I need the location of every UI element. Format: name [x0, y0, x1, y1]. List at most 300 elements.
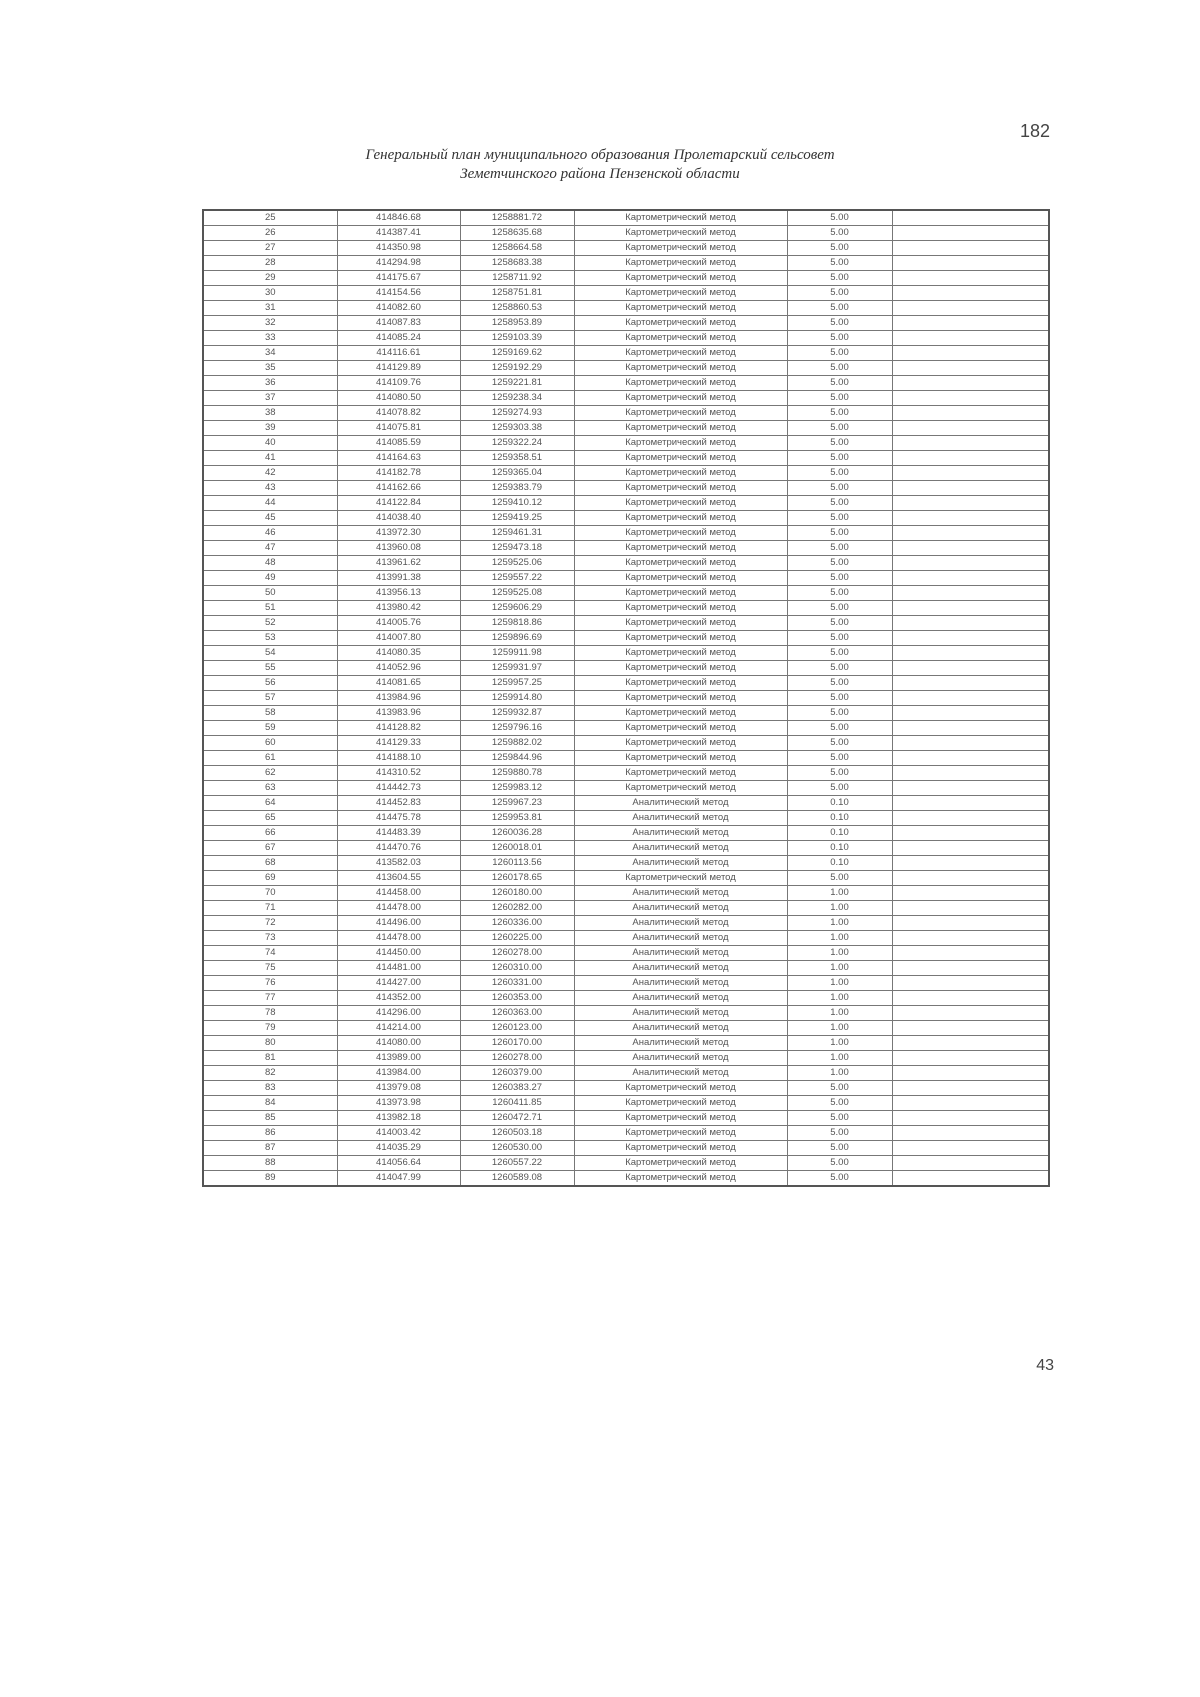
- accuracy-cell: 5.00: [787, 376, 892, 391]
- x-coordinate-cell: 414109.76: [337, 376, 460, 391]
- x-coordinate-cell: 414470.76: [337, 841, 460, 856]
- method-cell: Картометрический метод: [574, 421, 787, 436]
- method-cell: Картометрический метод: [574, 1081, 787, 1096]
- table-row: [203, 601, 1049, 616]
- accuracy-cell: 5.00: [787, 526, 892, 541]
- description-cell: [892, 241, 1049, 256]
- x-coordinate-cell: 414128.82: [337, 721, 460, 736]
- accuracy-cell: 5.00: [787, 316, 892, 331]
- y-coordinate-cell: 1259957.25: [460, 676, 574, 691]
- point-number-cell: 63: [203, 781, 337, 796]
- method-cell: Картометрический метод: [574, 286, 787, 301]
- description-cell: [892, 721, 1049, 736]
- coordinates-table: [202, 209, 1050, 1187]
- x-coordinate-cell: 414082.60: [337, 301, 460, 316]
- method-cell: Картометрический метод: [574, 721, 787, 736]
- table-row: [203, 226, 1049, 241]
- description-cell: [892, 946, 1049, 961]
- table-row: [203, 391, 1049, 406]
- accuracy-cell: 1.00: [787, 1066, 892, 1081]
- x-coordinate-cell: 413973.98: [337, 1096, 460, 1111]
- y-coordinate-cell: 1259473.18: [460, 541, 574, 556]
- point-number-cell: 46: [203, 526, 337, 541]
- point-number-cell: 53: [203, 631, 337, 646]
- method-cell: Картометрический метод: [574, 586, 787, 601]
- table-row: [203, 1081, 1049, 1096]
- accuracy-cell: 5.00: [787, 646, 892, 661]
- point-number-cell: 70: [203, 886, 337, 901]
- description-cell: [892, 556, 1049, 571]
- y-coordinate-cell: 1258635.68: [460, 226, 574, 241]
- point-number-cell: 39: [203, 421, 337, 436]
- description-cell: [892, 841, 1049, 856]
- method-cell: Картометрический метод: [574, 1171, 787, 1187]
- description-cell: [892, 526, 1049, 541]
- x-coordinate-cell: 414075.81: [337, 421, 460, 436]
- description-cell: [892, 210, 1049, 226]
- point-number-cell: 33: [203, 331, 337, 346]
- description-cell: [892, 481, 1049, 496]
- description-cell: [892, 661, 1049, 676]
- table-row: [203, 1021, 1049, 1036]
- x-coordinate-cell: 414475.78: [337, 811, 460, 826]
- point-number-cell: 61: [203, 751, 337, 766]
- x-coordinate-cell: 414214.00: [337, 1021, 460, 1036]
- document-title: [240, 146, 960, 184]
- description-cell: [892, 1006, 1049, 1021]
- y-coordinate-cell: 1260331.00: [460, 976, 574, 991]
- x-coordinate-cell: 413604.55: [337, 871, 460, 886]
- method-cell: Картометрический метод: [574, 751, 787, 766]
- y-coordinate-cell: 1259274.93: [460, 406, 574, 421]
- table-row: [203, 1051, 1049, 1066]
- description-cell: [892, 976, 1049, 991]
- description-cell: [892, 781, 1049, 796]
- method-cell: Аналитический метод: [574, 811, 787, 826]
- method-cell: Аналитический метод: [574, 976, 787, 991]
- x-coordinate-cell: 414005.76: [337, 616, 460, 631]
- point-number-cell: 68: [203, 856, 337, 871]
- y-coordinate-cell: 1260472.71: [460, 1111, 574, 1126]
- y-coordinate-cell: 1258751.81: [460, 286, 574, 301]
- x-coordinate-cell: 414481.00: [337, 961, 460, 976]
- accuracy-cell: 5.00: [787, 1141, 892, 1156]
- accuracy-cell: 5.00: [787, 631, 892, 646]
- accuracy-cell: 5.00: [787, 271, 892, 286]
- description-cell: [892, 751, 1049, 766]
- x-coordinate-cell: 414350.98: [337, 241, 460, 256]
- y-coordinate-cell: 1259818.86: [460, 616, 574, 631]
- method-cell: Картометрический метод: [574, 706, 787, 721]
- x-coordinate-cell: 413956.13: [337, 586, 460, 601]
- method-cell: Картометрический метод: [574, 376, 787, 391]
- y-coordinate-cell: 1259525.08: [460, 586, 574, 601]
- x-coordinate-cell: 414175.67: [337, 271, 460, 286]
- method-cell: Картометрический метод: [574, 481, 787, 496]
- y-coordinate-cell: 1259365.04: [460, 466, 574, 481]
- point-number-cell: 81: [203, 1051, 337, 1066]
- table-row: [203, 856, 1049, 871]
- method-cell: Картометрический метод: [574, 391, 787, 406]
- table-row: [203, 436, 1049, 451]
- description-cell: [892, 256, 1049, 271]
- description-cell: [892, 991, 1049, 1006]
- y-coordinate-cell: 1259796.16: [460, 721, 574, 736]
- table-row: [203, 781, 1049, 796]
- accuracy-cell: 5.00: [787, 436, 892, 451]
- method-cell: Картометрический метод: [574, 1111, 787, 1126]
- method-cell: Аналитический метод: [574, 1066, 787, 1081]
- description-cell: [892, 331, 1049, 346]
- accuracy-cell: 5.00: [787, 676, 892, 691]
- point-number-cell: 77: [203, 991, 337, 1006]
- page-number-bottom: 43: [1036, 1357, 1054, 1374]
- method-cell: Аналитический метод: [574, 901, 787, 916]
- y-coordinate-cell: 1260225.00: [460, 931, 574, 946]
- table-row: [203, 586, 1049, 601]
- y-coordinate-cell: 1259844.96: [460, 751, 574, 766]
- accuracy-cell: 5.00: [787, 691, 892, 706]
- method-cell: Картометрический метод: [574, 691, 787, 706]
- y-coordinate-cell: 1259461.31: [460, 526, 574, 541]
- x-coordinate-cell: 413961.62: [337, 556, 460, 571]
- method-cell: Картометрический метод: [574, 631, 787, 646]
- y-coordinate-cell: 1258664.58: [460, 241, 574, 256]
- table-row: [203, 886, 1049, 901]
- method-cell: Картометрический метод: [574, 511, 787, 526]
- method-cell: Картометрический метод: [574, 1126, 787, 1141]
- x-coordinate-cell: 413582.03: [337, 856, 460, 871]
- accuracy-cell: 1.00: [787, 976, 892, 991]
- y-coordinate-cell: 1260336.00: [460, 916, 574, 931]
- description-cell: [892, 1156, 1049, 1171]
- description-cell: [892, 1141, 1049, 1156]
- description-cell: [892, 406, 1049, 421]
- point-number-cell: 89: [203, 1171, 337, 1187]
- table-row: [203, 901, 1049, 916]
- description-cell: [892, 1051, 1049, 1066]
- accuracy-cell: 5.00: [787, 736, 892, 751]
- point-number-cell: 28: [203, 256, 337, 271]
- table-row: [203, 346, 1049, 361]
- accuracy-cell: 5.00: [787, 751, 892, 766]
- accuracy-cell: 5.00: [787, 451, 892, 466]
- x-coordinate-cell: 414080.00: [337, 1036, 460, 1051]
- table-row: [203, 210, 1049, 226]
- method-cell: Картометрический метод: [574, 676, 787, 691]
- x-coordinate-cell: 413984.00: [337, 1066, 460, 1081]
- method-cell: Картометрический метод: [574, 601, 787, 616]
- y-coordinate-cell: 1260018.01: [460, 841, 574, 856]
- y-coordinate-cell: 1260178.65: [460, 871, 574, 886]
- accuracy-cell: 5.00: [787, 781, 892, 796]
- point-number-cell: 84: [203, 1096, 337, 1111]
- accuracy-cell: 5.00: [787, 706, 892, 721]
- table-row: [203, 931, 1049, 946]
- accuracy-cell: 5.00: [787, 1081, 892, 1096]
- point-number-cell: 69: [203, 871, 337, 886]
- x-coordinate-cell: 414087.83: [337, 316, 460, 331]
- accuracy-cell: 5.00: [787, 496, 892, 511]
- description-cell: [892, 391, 1049, 406]
- x-coordinate-cell: 414056.64: [337, 1156, 460, 1171]
- table-row: [203, 721, 1049, 736]
- point-number-cell: 85: [203, 1111, 337, 1126]
- point-number-cell: 76: [203, 976, 337, 991]
- method-cell: Аналитический метод: [574, 1006, 787, 1021]
- accuracy-cell: 5.00: [787, 541, 892, 556]
- method-cell: Аналитический метод: [574, 841, 787, 856]
- y-coordinate-cell: 1259303.38: [460, 421, 574, 436]
- table-row: [203, 571, 1049, 586]
- x-coordinate-cell: 414007.80: [337, 631, 460, 646]
- method-cell: Картометрический метод: [574, 556, 787, 571]
- y-coordinate-cell: 1260113.56: [460, 856, 574, 871]
- description-cell: [892, 1126, 1049, 1141]
- y-coordinate-cell: 1259238.34: [460, 391, 574, 406]
- method-cell: Картометрический метод: [574, 241, 787, 256]
- y-coordinate-cell: 1258711.92: [460, 271, 574, 286]
- method-cell: Картометрический метод: [574, 571, 787, 586]
- point-number-cell: 40: [203, 436, 337, 451]
- accuracy-cell: 1.00: [787, 946, 892, 961]
- description-cell: [892, 1111, 1049, 1126]
- point-number-cell: 54: [203, 646, 337, 661]
- y-coordinate-cell: 1259322.24: [460, 436, 574, 451]
- accuracy-cell: 5.00: [787, 571, 892, 586]
- method-cell: Аналитический метод: [574, 961, 787, 976]
- y-coordinate-cell: 1260278.00: [460, 1051, 574, 1066]
- description-cell: [892, 691, 1049, 706]
- point-number-cell: 52: [203, 616, 337, 631]
- accuracy-cell: 1.00: [787, 961, 892, 976]
- point-number-cell: 60: [203, 736, 337, 751]
- y-coordinate-cell: 1259383.79: [460, 481, 574, 496]
- accuracy-cell: 5.00: [787, 601, 892, 616]
- x-coordinate-cell: 413979.08: [337, 1081, 460, 1096]
- title-line-1: Генеральный план муниципального образования Пролетарский сельсовет: [365, 147, 835, 163]
- method-cell: Картометрический метод: [574, 406, 787, 421]
- method-cell: Картометрический метод: [574, 781, 787, 796]
- x-coordinate-cell: 414116.61: [337, 346, 460, 361]
- method-cell: Аналитический метод: [574, 856, 787, 871]
- point-number-cell: 45: [203, 511, 337, 526]
- description-cell: [892, 871, 1049, 886]
- table-row: [203, 811, 1049, 826]
- accuracy-cell: 5.00: [787, 616, 892, 631]
- y-coordinate-cell: 1259880.78: [460, 766, 574, 781]
- table-row: [203, 526, 1049, 541]
- method-cell: Картометрический метод: [574, 256, 787, 271]
- method-cell: Картометрический метод: [574, 1141, 787, 1156]
- point-number-cell: 31: [203, 301, 337, 316]
- x-coordinate-cell: 413983.96: [337, 706, 460, 721]
- accuracy-cell: 1.00: [787, 1036, 892, 1051]
- table-row: [203, 331, 1049, 346]
- x-coordinate-cell: 413989.00: [337, 1051, 460, 1066]
- accuracy-cell: 5.00: [787, 210, 892, 226]
- description-cell: [892, 676, 1049, 691]
- point-number-cell: 78: [203, 1006, 337, 1021]
- description-cell: [892, 451, 1049, 466]
- point-number-cell: 82: [203, 1066, 337, 1081]
- accuracy-cell: 5.00: [787, 1156, 892, 1171]
- y-coordinate-cell: 1259221.81: [460, 376, 574, 391]
- description-cell: [892, 421, 1049, 436]
- accuracy-cell: 5.00: [787, 1096, 892, 1111]
- y-coordinate-cell: 1258683.38: [460, 256, 574, 271]
- description-cell: [892, 811, 1049, 826]
- table-row: [203, 961, 1049, 976]
- y-coordinate-cell: 1260278.00: [460, 946, 574, 961]
- point-number-cell: 74: [203, 946, 337, 961]
- y-coordinate-cell: 1259953.81: [460, 811, 574, 826]
- table-row: [203, 796, 1049, 811]
- method-cell: Картометрический метод: [574, 496, 787, 511]
- point-number-cell: 71: [203, 901, 337, 916]
- method-cell: Картометрический метод: [574, 661, 787, 676]
- description-cell: [892, 541, 1049, 556]
- y-coordinate-cell: 1259896.69: [460, 631, 574, 646]
- x-coordinate-cell: 414129.89: [337, 361, 460, 376]
- page-number-top: 182: [1019, 121, 1050, 141]
- description-cell: [892, 286, 1049, 301]
- y-coordinate-cell: 1259169.62: [460, 346, 574, 361]
- description-cell: [892, 601, 1049, 616]
- point-number-cell: 50: [203, 586, 337, 601]
- table-row: [203, 691, 1049, 706]
- x-coordinate-cell: 414427.00: [337, 976, 460, 991]
- table-row: [203, 1111, 1049, 1126]
- x-coordinate-cell: 413972.30: [337, 526, 460, 541]
- accuracy-cell: 5.00: [787, 346, 892, 361]
- accuracy-cell: 1.00: [787, 916, 892, 931]
- point-number-cell: 42: [203, 466, 337, 481]
- point-number-cell: 34: [203, 346, 337, 361]
- point-number-cell: 41: [203, 451, 337, 466]
- accuracy-cell: 1.00: [787, 886, 892, 901]
- table-row: [203, 1096, 1049, 1111]
- accuracy-cell: 1.00: [787, 901, 892, 916]
- x-coordinate-cell: 414496.00: [337, 916, 460, 931]
- y-coordinate-cell: 1260383.27: [460, 1081, 574, 1096]
- point-number-cell: 83: [203, 1081, 337, 1096]
- description-cell: [892, 736, 1049, 751]
- y-coordinate-cell: 1259914.80: [460, 691, 574, 706]
- x-coordinate-cell: 414154.56: [337, 286, 460, 301]
- table-row: [203, 616, 1049, 631]
- x-coordinate-cell: 414081.65: [337, 676, 460, 691]
- y-coordinate-cell: 1260363.00: [460, 1006, 574, 1021]
- point-number-cell: 38: [203, 406, 337, 421]
- accuracy-cell: 5.00: [787, 1126, 892, 1141]
- method-cell: Аналитический метод: [574, 931, 787, 946]
- method-cell: Аналитический метод: [574, 1051, 787, 1066]
- point-number-cell: 58: [203, 706, 337, 721]
- x-coordinate-cell: 414085.59: [337, 436, 460, 451]
- point-number-cell: 75: [203, 961, 337, 976]
- point-number-cell: 87: [203, 1141, 337, 1156]
- method-cell: Аналитический метод: [574, 826, 787, 841]
- x-coordinate-cell: 414478.00: [337, 931, 460, 946]
- table-row: [203, 766, 1049, 781]
- y-coordinate-cell: 1260180.00: [460, 886, 574, 901]
- method-cell: Картометрический метод: [574, 331, 787, 346]
- x-coordinate-cell: 414846.68: [337, 210, 460, 226]
- y-coordinate-cell: 1260282.00: [460, 901, 574, 916]
- method-cell: Картометрический метод: [574, 361, 787, 376]
- method-cell: Картометрический метод: [574, 436, 787, 451]
- y-coordinate-cell: 1259967.23: [460, 796, 574, 811]
- description-cell: [892, 361, 1049, 376]
- y-coordinate-cell: 1260170.00: [460, 1036, 574, 1051]
- point-number-cell: 37: [203, 391, 337, 406]
- point-number-cell: 26: [203, 226, 337, 241]
- coordinates-table-body: [203, 210, 1049, 1186]
- method-cell: Картометрический метод: [574, 316, 787, 331]
- table-row: [203, 991, 1049, 1006]
- table-row: [203, 736, 1049, 751]
- method-cell: Картометрический метод: [574, 1096, 787, 1111]
- accuracy-cell: 0.10: [787, 841, 892, 856]
- x-coordinate-cell: 413980.42: [337, 601, 460, 616]
- y-coordinate-cell: 1259103.39: [460, 331, 574, 346]
- y-coordinate-cell: 1259192.29: [460, 361, 574, 376]
- method-cell: Картометрический метод: [574, 646, 787, 661]
- accuracy-cell: 1.00: [787, 931, 892, 946]
- method-cell: Картометрический метод: [574, 541, 787, 556]
- description-cell: [892, 226, 1049, 241]
- accuracy-cell: 5.00: [787, 241, 892, 256]
- table-row: [203, 976, 1049, 991]
- method-cell: Аналитический метод: [574, 946, 787, 961]
- y-coordinate-cell: 1260036.28: [460, 826, 574, 841]
- accuracy-cell: 5.00: [787, 301, 892, 316]
- description-cell: [892, 796, 1049, 811]
- point-number-cell: 51: [203, 601, 337, 616]
- x-coordinate-cell: 414450.00: [337, 946, 460, 961]
- table-row: [203, 556, 1049, 571]
- y-coordinate-cell: 1260530.00: [460, 1141, 574, 1156]
- method-cell: Картометрический метод: [574, 271, 787, 286]
- x-coordinate-cell: 414188.10: [337, 751, 460, 766]
- method-cell: Картометрический метод: [574, 1156, 787, 1171]
- accuracy-cell: 5.00: [787, 766, 892, 781]
- description-cell: [892, 316, 1049, 331]
- x-coordinate-cell: 414078.82: [337, 406, 460, 421]
- y-coordinate-cell: 1260379.00: [460, 1066, 574, 1081]
- x-coordinate-cell: 414452.83: [337, 796, 460, 811]
- method-cell: Картометрический метод: [574, 301, 787, 316]
- description-cell: [892, 856, 1049, 871]
- point-number-cell: 43: [203, 481, 337, 496]
- accuracy-cell: 5.00: [787, 721, 892, 736]
- x-coordinate-cell: 414085.24: [337, 331, 460, 346]
- point-number-cell: 80: [203, 1036, 337, 1051]
- method-cell: Картометрический метод: [574, 466, 787, 481]
- description-cell: [892, 616, 1049, 631]
- table-row: [203, 316, 1049, 331]
- description-cell: [892, 1021, 1049, 1036]
- description-cell: [892, 511, 1049, 526]
- table-row: [203, 826, 1049, 841]
- table-row: [203, 706, 1049, 721]
- table-row: [203, 496, 1049, 511]
- point-number-cell: 30: [203, 286, 337, 301]
- point-number-cell: 44: [203, 496, 337, 511]
- table-row: [203, 256, 1049, 271]
- point-number-cell: 32: [203, 316, 337, 331]
